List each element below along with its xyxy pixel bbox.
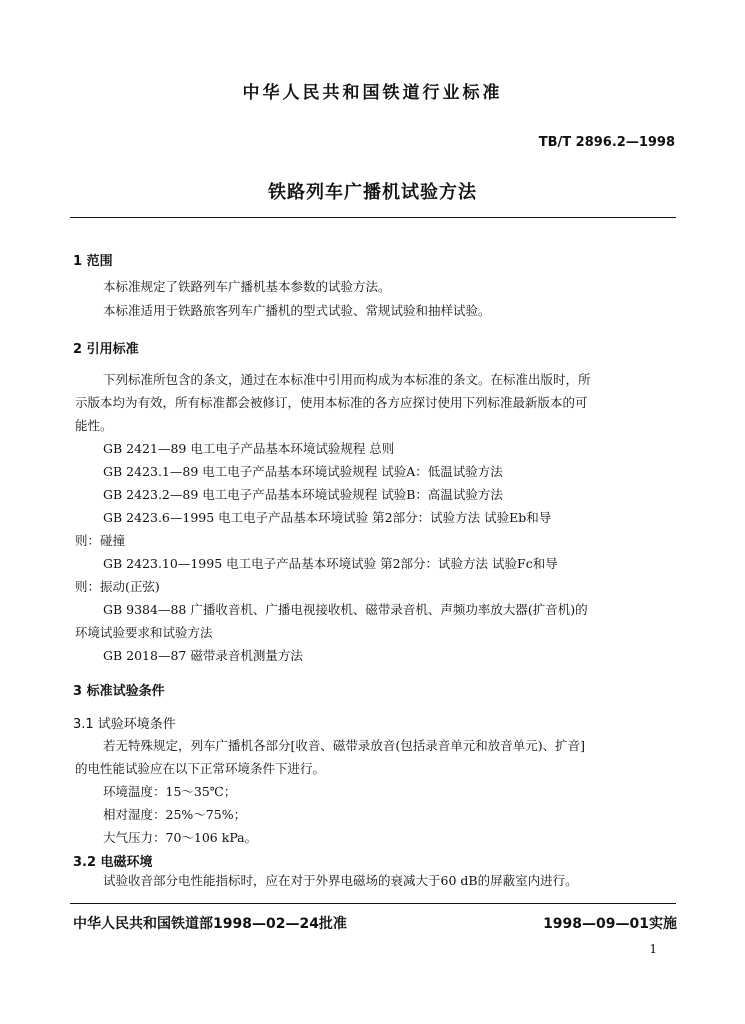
- reference-item: GB 2421—89 电工电子产品基本环境试验规程 总则: [103, 441, 395, 456]
- reference-item: GB 2423.1—89 电工电子产品基本环境试验规程 试验A：低温试验方法: [103, 464, 503, 479]
- reference-item-continuation: 则：振动(正弦): [75, 579, 160, 594]
- header-divider: [70, 217, 676, 218]
- page-number: 1: [649, 942, 657, 956]
- reference-item: GB 2423.2—89 电工电子产品基本环境试验规程 试验B：高温试验方法: [103, 487, 503, 502]
- section-3-2-heading: 3.2 电磁环境: [73, 855, 153, 870]
- section-1-paragraph: 本标准规定了铁路列车广播机基本参数的试验方法。: [103, 279, 391, 294]
- condition-temperature: 环境温度：15～35℃；: [103, 784, 237, 799]
- section-1-heading: 1 范围: [73, 254, 113, 269]
- reference-item: GB 2018—87 磁带录音机测量方法: [103, 648, 303, 663]
- condition-humidity: 相对湿度：25%～75%；: [103, 807, 247, 822]
- reference-item-continuation: 则：碰撞: [75, 533, 126, 548]
- implementation-date: 1998—09—01实施: [543, 916, 677, 932]
- footer-divider: [70, 903, 676, 904]
- reference-item: GB 9384—88 广播收音机、广播电视接收机、磁带录音机、声频功率放大器(扩音机)的: [103, 602, 588, 617]
- section-2-intro: 示版本均为有效，所有标准都会被修订，使用本标准的各方应探讨使用下列标准最新版本的可: [75, 395, 588, 410]
- section-2-intro: 下列标准所包含的条文，通过在本标准中引用而构成为本标准的条文。在标准出版时，所: [103, 372, 591, 387]
- reference-item: GB 2423.10—1995 电工电子产品基本环境试验 第2部分：试验方法 试验Fc和导: [103, 556, 558, 571]
- section-3-1-heading: 3.1 试验环境条件: [73, 717, 176, 732]
- organization-header: 中华人民共和国铁道行业标准: [242, 83, 503, 103]
- section-1-paragraph: 本标准适用于铁路旅客列车广播机的型式试验、常规试验和抽样试验。: [103, 303, 491, 318]
- section-3-1-text: 若无特殊规定，列车广播机各部分[收音、磁带录放音(包括录音单元和放音单元)、扩音]: [103, 738, 586, 753]
- reference-item: GB 2423.6—1995 电工电子产品基本环境试验 第2部分：试验方法 试验Eb和导: [103, 510, 552, 525]
- section-2-intro: 能性。: [75, 418, 113, 433]
- condition-pressure: 大气压力：70～106 kPa。: [103, 830, 258, 845]
- reference-item-continuation: 环境试验要求和试验方法: [75, 625, 213, 640]
- section-3-2-text: 试验收音部分电性能指标时，应在对于外界电磁场的衰减大于60 dB的屏蔽室内进行。: [103, 873, 578, 888]
- standard-code: TB/T 2896.2—1998: [538, 135, 675, 150]
- document-title: 铁路列车广播机试验方法: [268, 182, 477, 203]
- section-3-heading: 3 标准试验条件: [73, 684, 165, 699]
- approval-line: 中华人民共和国铁道部1998—02—24批准: [73, 916, 347, 932]
- section-2-heading: 2 引用标准: [73, 342, 139, 357]
- section-3-1-text: 的电性能试验应在以下正常环境条件下进行。: [75, 761, 326, 776]
